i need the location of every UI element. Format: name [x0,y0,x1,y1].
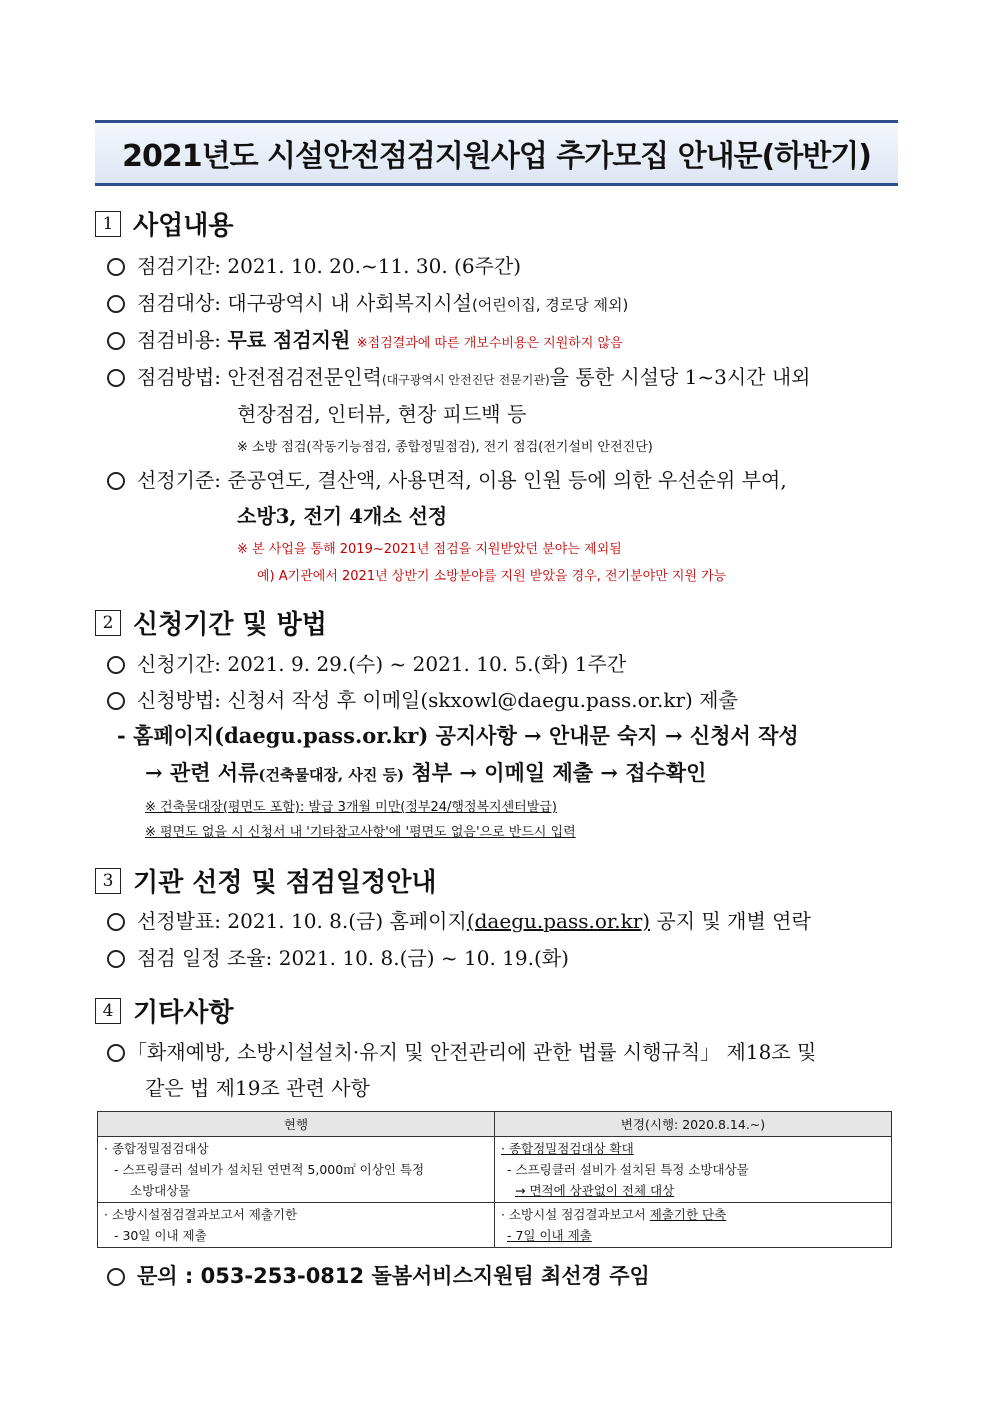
cost-item: 점검비용: 무료 점검지원 ※점검결과에 따른 개보수비용은 지원하지 않음 [107,324,623,353]
section-4-heading: 4 기타사항 [95,992,233,1029]
apply-note-1: ※ 건축물대장(평면도 포함): 발급 3개월 미만(정부24/행정복지센터발급) [145,800,557,815]
criteria-note-2: 예) A기관에서 2021년 상반기 소방분야를 지원 받았을 경우, 전기분야만 지원 가능 [257,569,727,584]
method-line-2: 현장점검, 인터뷰, 현장 피드백 등 [237,402,527,426]
apply-note-2: ※ 평면도 없을 시 신청서 내 '기타참고사항'에 '평면도 없음'으로 반드시 입력 [145,825,576,840]
comparison-table [97,1111,892,1248]
criteria-note-1: ※ 본 사업을 통해 2019~2021년 점검을 지원받았던 분야는 제외됨 [237,542,622,557]
circle-bullet-icon [107,1044,125,1062]
section-number: 2 [95,610,121,636]
table-cell: · 소방시설점검결과보고서 제출기한 - 30일 이내 제출 [98,1203,495,1248]
apply-method-item: 신청방법: 신청서 작성 후 이메일(skxowl@daegu.pass.or.kr) 제출 [107,684,738,713]
circle-bullet-icon [107,369,125,387]
table-cell: · 소방시설 점검결과보고서 제출기한 단축 - 7일 이내 제출 [495,1203,892,1248]
circle-bullet-icon [107,295,125,313]
schedule-item: 점검 일정 조율: 2021. 10. 8.(금) ~ 10. 19.(화) [107,942,569,971]
period-item: 점검기간: 2021. 10. 20.~11. 30. (6주간) [107,250,521,279]
circle-bullet-icon [107,258,125,276]
circle-bullet-icon [107,472,125,490]
table-header-changed: 변경(시행: 2020.8.14.~) [495,1112,892,1137]
document-title-box [95,120,898,186]
section-2-heading: 2 신청기간 및 방법 [95,604,327,641]
table-cell: · 종합정밀점검대상 확대 - 스프링클러 설비가 설치된 특정 소방대상물 → 면적에 상관없이 전체 대상 [495,1137,892,1203]
circle-bullet-icon [107,1268,125,1286]
section-number: 3 [95,868,121,894]
apply-steps-2: → 관련 서류(건축물대장, 사진 등) 첨부 → 이메일 제출 → 접수확인 [145,760,707,785]
section-number: 1 [95,211,121,237]
table-cell: · 종합정밀점검대상 - 스프링클러 설비가 설치된 연면적 5,000㎡ 이상인 특정 소방대상물 [98,1137,495,1203]
circle-bullet-icon [107,692,125,710]
section-number: 4 [95,998,121,1024]
law-item: 「화재예방, 소방시설설치·유지 및 안전관리에 관한 법률 시행규칙」 제18조 및 [107,1036,816,1065]
announce-item: 선정발표: 2021. 10. 8.(금) 홈페이지(daegu.pass.or.kr) 공지 및 개별 연락 [107,905,811,934]
circle-bullet-icon [107,950,125,968]
table-header-current: 현행 [98,1112,495,1137]
homepage-link[interactable]: (daegu.pass.or.kr) [466,909,651,933]
document-title: 2021년도 시설안전점검지원사업 추가모집 안내문(하반기) [122,139,871,174]
contact-info: 문의 : 053-253-0812 돌봄서비스지원팀 최선경 주임 [107,1260,650,1290]
method-note: ※ 소방 점검(작동기능점검, 종합정밀점검), 전기 점검(전기설비 안전진단) [237,440,653,455]
circle-bullet-icon [107,913,125,931]
circle-bullet-icon [107,656,125,674]
apply-steps-1: - 홈페이지(daegu.pass.or.kr) 공지사항 → 안내문 숙지 → 신청서 작성 [117,723,799,748]
circle-bullet-icon [107,332,125,350]
law-item-line-2: 같은 법 제19조 관련 사항 [145,1076,370,1100]
target-item: 점검대상: 대구광역시 내 사회복지시설(어린이집, 경로당 제외) [107,287,628,316]
criteria-selection: 소방3, 전기 4개소 선정 [237,504,448,528]
table-row [98,1137,892,1203]
method-item: 점검방법: 안전점검전문인력(대구광역시 안전진단 전문기관)을 통한 시설당 1~3시간 내외 [107,361,811,390]
section-3-heading: 3 기관 선정 및 점검일정안내 [95,862,436,899]
table-row [98,1203,892,1248]
section-1-heading: 1 사업내용 [95,205,233,242]
criteria-item: 선정기준: 준공연도, 결산액, 사용면적, 이용 인원 등에 의한 우선순위 부여, [107,464,787,493]
apply-period-item: 신청기간: 2021. 9. 29.(수) ~ 2021. 10. 5.(화) 1주간 [107,648,626,677]
